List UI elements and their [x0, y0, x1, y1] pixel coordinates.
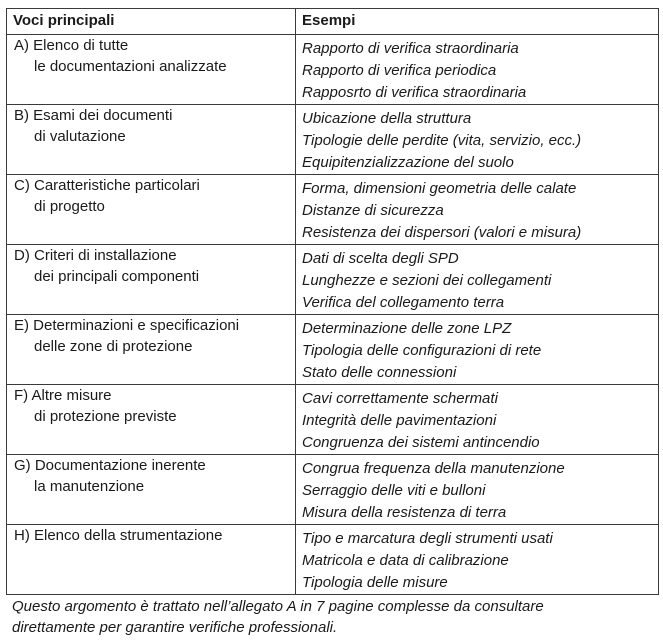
voce-line: A) Elenco di tutte: [14, 37, 129, 54]
footnote-line-1: Questo argomento è trattato nell’allegato A in 7 pagine complesse da consultare: [12, 598, 544, 615]
voce-line: la manutenzione: [34, 478, 145, 495]
footnote: [12, 596, 652, 638]
esempio-item: Forma, dimensioni geometria delle calate: [302, 180, 577, 197]
esempi-cell: [296, 385, 659, 455]
voce-cell: [7, 175, 296, 245]
table-row: [7, 245, 659, 315]
esempio-item: Serraggio delle viti e bulloni: [302, 482, 486, 499]
esempio-item: Dati di scelta degli SPD: [302, 250, 459, 267]
esempio-item: Verifica del collegamento terra: [302, 294, 505, 311]
table-row: [7, 175, 659, 245]
esempi-cell: [296, 175, 659, 245]
esempio-item: Rapporto di verifica straordinaria: [302, 40, 519, 57]
esempio-item: Tipologie delle perdite (vita, servizio, ecc.): [302, 132, 582, 149]
esempio-item: Rapposrto di verifica straordinaria: [302, 84, 527, 101]
table-row: [7, 455, 659, 525]
column-header-esempi: Esempi: [296, 9, 659, 35]
voce-line: di protezione previste: [34, 408, 177, 425]
voce-line: G) Documentazione inerente: [14, 457, 206, 474]
esempio-item: Stato delle connessioni: [302, 364, 457, 381]
esempi-cell: [296, 525, 659, 595]
esempio-item: Determinazione delle zone LPZ: [302, 320, 512, 337]
table-row: [7, 35, 659, 105]
esempio-item: Resistenza dei dispersori (valori e misura): [302, 224, 582, 241]
esempio-item: Rapporto di verifica periodica: [302, 62, 497, 79]
voce-line: di progetto: [34, 198, 105, 215]
voce-line: E) Determinazioni e specificazioni: [14, 317, 240, 334]
voce-line: B) Esami dei documenti: [14, 107, 173, 124]
voce-cell: [7, 245, 296, 315]
table-row: [7, 315, 659, 385]
table-header-row: [7, 9, 659, 35]
voce-cell: [7, 35, 296, 105]
esempio-item: Tipologia delle misure: [302, 574, 448, 591]
column-header-voci: Voci principali: [7, 9, 296, 35]
voce-cell: [7, 105, 296, 175]
voce-line: H) Elenco della strumentazione: [14, 527, 223, 544]
footnote-line-2: direttamente per garantire verifiche professionali.: [12, 619, 338, 636]
esempio-item: Tipo e marcatura degli strumenti usati: [302, 530, 553, 547]
table-row: [7, 105, 659, 175]
esempi-cell: [296, 105, 659, 175]
table-body: [7, 35, 659, 595]
esempio-item: Lunghezze e sezioni dei collegamenti: [302, 272, 552, 289]
voce-line: C) Caratteristiche particolari: [14, 177, 200, 194]
table-row: [7, 525, 659, 595]
voce-cell: [7, 525, 296, 595]
voce-cell: [7, 315, 296, 385]
esempio-item: Ubicazione della struttura: [302, 110, 472, 127]
esempio-item: Distanze di sicurezza: [302, 202, 444, 219]
esempi-cell: [296, 455, 659, 525]
esempio-item: Congruenza dei sistemi antincendio: [302, 434, 540, 451]
esempio-item: Misura della resistenza di terra: [302, 504, 507, 521]
voce-cell: [7, 455, 296, 525]
voce-cell: [7, 385, 296, 455]
voce-line: di valutazione: [34, 128, 126, 145]
verification-table: [6, 8, 659, 595]
esempio-item: Tipologia delle configurazioni di rete: [302, 342, 542, 359]
voce-line: F) Altre misure: [14, 387, 112, 404]
esempi-cell: [296, 35, 659, 105]
voce-line: le documentazioni analizzate: [34, 58, 227, 75]
voce-line: delle zone di protezione: [34, 338, 193, 355]
voce-line: D) Criteri di installazione: [14, 247, 177, 264]
esempio-item: Cavi correttamente schermati: [302, 390, 498, 407]
table-row: [7, 385, 659, 455]
esempio-item: Equipitenzializzazione del suolo: [302, 154, 514, 171]
esempio-item: Congrua frequenza della manutenzione: [302, 460, 565, 477]
esempi-cell: [296, 245, 659, 315]
esempio-item: Matricola e data di calibrazione: [302, 552, 509, 569]
esempi-cell: [296, 315, 659, 385]
voce-line: dei principali componenti: [34, 268, 200, 285]
esempio-item: Integrità delle pavimentazioni: [302, 412, 497, 429]
